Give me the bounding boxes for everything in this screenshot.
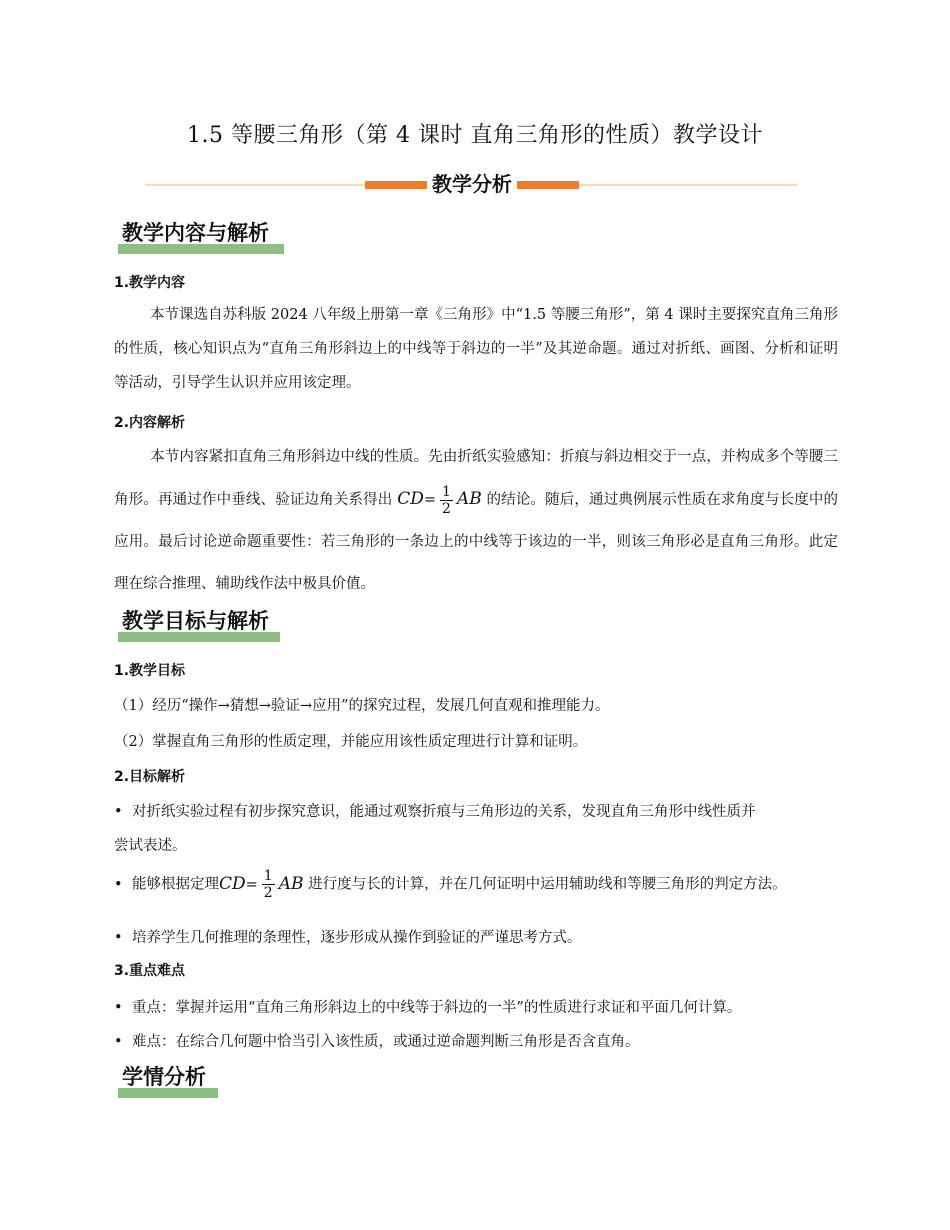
banner-bar-right [517, 181, 579, 189]
bullet-item-3: • 培养学生几何推理的条理性，逐步形成从操作到验证的严谨思考方式。 [114, 930, 582, 946]
bullet-icon: • [114, 1000, 123, 1016]
bullet-icon: • [114, 930, 123, 946]
key-point-item: • 重点：掌握并运用“直角三角形斜边上的中线等于斜边的一半”的性质进行求证和平面几何计算。 [114, 1000, 742, 1016]
section-heading-students: 学情分析 [118, 1062, 206, 1098]
section-heading-content: 教学内容与解析 [118, 218, 269, 254]
goal-item-2: （2）掌握直角三角形的性质定理，并能应用该性质定理进行计算和证明。 [114, 734, 588, 750]
banner-label: 教学分析 [427, 170, 517, 198]
formula-cd-half-ab: CD= $\frac{1}{2}$ AB [219, 868, 304, 901]
formula-cd-half-ab: CD= $\frac{1}{2}$ AB [397, 483, 482, 517]
subheading-goal-analysis: 2.目标解析 [114, 769, 186, 785]
analysis-banner [145, 170, 797, 200]
subheading-teaching-goals: 1.教学目标 [114, 663, 186, 679]
bullet-item-1-continued: 尝试表述。 [114, 838, 187, 854]
paragraph-content-analysis: 本节内容紧扣直角三角形斜边中线的性质。先由折纸实验感知：折痕与斜边相交于一点，并构成多个等腰三角形。再通过作中垂线、验证边角关系得出 CD= $\frac{1}{2}$ AB 的结论。随后，通过典例展示性质在求角度与长度中的应用。最后讨论逆命题重要性：若三角形的一条边上的中线等于该边的一半，则该三角形必是直角三角形。此定理在综合推理、辅助线作法中极具价值。 [114, 449, 839, 592]
subheading-teaching-content: 1.教学内容 [114, 275, 186, 291]
document-title: 1.5 等腰三角形（第 4 课时 直角三角形的性质）教学设计 [187, 123, 763, 148]
section-heading-goals: 教学目标与解析 [118, 606, 269, 642]
bullet-icon: • [114, 1034, 123, 1050]
paragraph-teaching-content: 本节课选自苏科版 2024 八年级上册第一章《三角形》中“1.5 等腰三角形”，第 4 课时主要探究直角三角形的性质，核心知识点为“直角三角形斜边上的中线等于斜边的一半”及其逆命题。通过对折纸、画图、分析和证明等活动，引导学生认识并应用该定理。 [114, 307, 838, 391]
difficulty-item: • 难点：在综合几何题中恰当引入该性质，或通过逆命题判断三角形是否含直角。 [114, 1034, 640, 1050]
subheading-key-points: 3.重点难点 [114, 963, 186, 979]
banner-bar-left [365, 181, 427, 189]
goal-item-1: （1）经历“操作→猜想→验证→应用”的探究过程，发展几何直观和推理能力。 [114, 698, 610, 714]
bullet-icon: • [114, 804, 123, 820]
subheading-content-analysis: 2.内容解析 [114, 415, 186, 431]
bullet-item-1: • 对折纸实验过程有初步探究意识，能通过观察折痕与三角形边的关系，发现直角三角形中线性质并 [114, 804, 756, 820]
bullet-item-2: • 能够根据定理CD= $\frac{1}{2}$ AB 进行度与长的计算，并在几何证明中运用辅助线和等腰三角形的判定方法。 [114, 868, 787, 901]
bullet-icon: • [114, 876, 123, 893]
